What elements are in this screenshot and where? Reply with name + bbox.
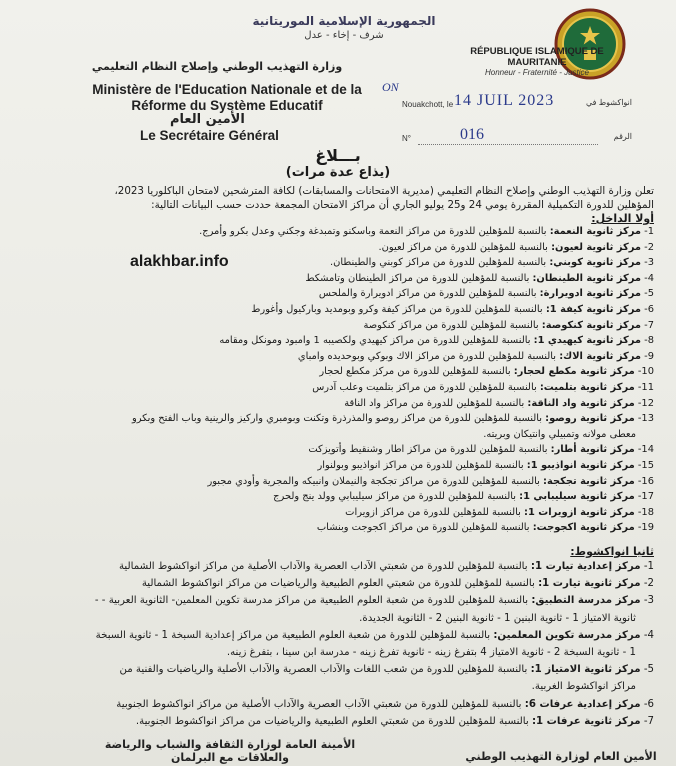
footer-signatory-right [90,738,370,764]
center-name: مركز ثانوية اكجوجت: [532,522,635,534]
number-stamp: 016 [460,126,484,143]
item-number: 11- [637,382,654,393]
center-description: بالنسبة للمؤهلين للدورة من مراكز الطينطان وتامشكط [305,272,533,284]
number-label-fr: N° [402,134,411,143]
center-item [96,630,654,641]
item-number: 7- [643,715,654,727]
center-item [319,288,654,299]
center-item [132,413,654,424]
date-stamp: 14 JUIL 2023 [454,92,555,109]
center-item [319,366,654,377]
item-number: 12- [637,397,654,409]
center-description: بالنسبة للمؤهلين للدورة من مراكز ادويرارة والملحس [318,288,540,300]
center-name: مركز ثانوية ادويرارة: [539,288,641,300]
item-number: 17- [637,491,654,503]
center-item [298,351,654,362]
item-number: 18- [637,506,654,518]
center-description: بالنسبة للمؤهلين للدورة من مراكز كنكوصة [363,319,542,331]
center-name: مركز ثانوية لعيون: [551,241,641,253]
center-name: مركز ثانوية انواذيبو 1: [526,460,635,471]
center-name: مركز ثانوية بتلميت: [539,382,635,393]
center-item [219,335,654,346]
center-name: مركز مدرسة التطبيق: [531,595,641,607]
ministry-name-fr [92,82,362,114]
center-description: بالنسبة للمؤهلين للدورة من مراكز انواذيبو وبولنوار [317,460,527,471]
center-name: مركز مدرسة تكوين المعلمين: [493,629,641,641]
item-number: 4- [644,272,654,284]
footer-line1: الأمينة العامة لوزارة الثقافة والشباب والرياضة [104,738,356,751]
center-description: بالنسبة للمؤهلين للدورة من شعب اللغات والآداب العصرية والآداب الأصلية والرياضيات والفنية من [119,664,531,676]
center-name: مركز ثانوية روصو: [545,413,635,425]
item-number: 19- [637,522,654,534]
secretary-general-fr: Le Secrétaire Général [140,128,279,143]
ministry-fr-line1: Ministère de l'Education Nationale et de la [92,82,362,97]
item-number: 7- [644,319,654,331]
item-number: 6- [644,304,654,315]
center-description: بالنسبة للمؤهلين للدورة من شعبتي الآداب العصرية والآداب الأصلية من مراكز انواكشوط الشمالية [118,561,531,572]
center-description: بالنسبة للمؤهلين للدورة من شعبة العلوم الطبيعية من مراكز مدرسة تكوين المعلمين- الثانوية العربية - - [94,595,532,607]
center-description: بالنسبة للمؤهلين للدورة من مراكز ازويرات [345,506,525,518]
center-name: مركز إعدادية عرفات 6: [524,698,641,710]
item-number: 16- [637,475,654,487]
center-name: مركز ثانوية تيارت 1: [538,578,641,590]
reference-number-row [402,128,632,148]
center-description: بالنسبة للمؤهلين للدورة من مراكز اطار وشنقيط وأتويزكت [308,444,551,456]
item-number: 8- [644,335,654,347]
item-number: 2- [644,241,654,253]
item-number: 3- [643,595,654,607]
ministry-name-ar: وزارة التهذيب الوطني وإصلاح النظام التعليمي [91,60,343,73]
center-name: مركز ثانوية كنكوصة: [541,319,641,331]
secretary-general-ar: الأمين العام [170,112,245,127]
center-description: بالنسبة للمؤهلين للدورة من مراكز لعيون. [378,241,552,253]
center-name: مركز ثانوية كيهيدي 1: [533,335,641,347]
item-number: 15- [637,460,654,471]
center-item [199,226,654,237]
document-subtitle: (يذاع عدة مرات) [285,165,391,180]
center-description: بالنسبة للمؤهلين للدورة من مراكز كوبني والطينطان. [330,257,550,269]
center-description: بالنسبة للمؤهلين للدورة من مركز مكطع لحجار [319,366,514,378]
center-description: بالنسبة للمؤهلين للدورة من مراكز اكجوجت وبنشاب [316,522,533,534]
center-item [251,304,654,315]
center-description: بالنسبة للمؤهلين للدورة من شعبتي العلوم الطبيعية والرياضيات من مراكز انواكشوط الجنوبية. [135,715,532,727]
item-number: 4- [643,629,654,641]
center-item [119,561,654,572]
center-description: بالنسبة للمؤهلين للدورة من مراكز النعمة وباسكنو وتمبدغة وجكني وعدل بكرو وأمرج. [199,226,550,237]
source-watermark: alakhbar.info [130,253,229,270]
center-item [364,320,655,331]
ministry-fr-line2: Réforme du Système Educatif [131,98,323,113]
center-item [330,257,654,268]
center-name: مركز ثانوية كيفة 1: [545,304,641,315]
number-label-ar: الرقم [613,132,632,141]
center-item [207,476,654,487]
center-description: بالنسبة للمؤهلين للدورة من مراكز تجكجة والنيملان وانبيكه والمجرية وأودي مجبور [207,475,544,487]
date-row [402,94,632,114]
center-description: 1 - ثانوية السبخة 2 - ثانوية الامتياز 4 بتفرغ زينه - ثانوية تفرغ زينه - مدرسة ابن سينا ، بتفرغ زينه. [226,647,636,658]
center-description: بالنسبة للمؤهلين للدورة من شعبة العلوم الطبيعية من مراكز إعدادية السبخة 1 - ثانوية السبخة [95,629,494,641]
republic-header-ar [234,14,454,41]
center-item [142,578,654,589]
section-interior-heading: أولا الداخل: [591,212,654,225]
item-number: 3- [644,257,654,269]
center-description: معطى مولانه وتمبيلي وانتيكان وبريته. [483,428,636,440]
republic-header-fr [462,46,612,77]
center-description: ثانوية الامتياز 1 - ثانوية البنين 1 - ثانوية البنين 2 - الثانوية الجديدة. [359,612,636,624]
intro-line-2: المؤهلين للدورة التكميلية المقررة يومي 24 و25 يوليو الجاري أن مراكز الامتحان المجمعة حددت حسب البيانات التالية: [151,199,654,211]
intro-line-1: تعلن وزارة التهذيب الوطني وإصلاح النظام التعليمي (مديرية الامتحانات والمسابقات) لكافة المترشحين لامتحان الباكلوريا 2023، [114,185,654,197]
center-item [305,273,654,284]
center-name: مركز ثانوية الطينطان: [532,272,641,284]
section-nouakchott-heading: ثانيا انواكشوط: [570,545,654,558]
footer-signatory-left: الأمين العام لوزارة التهذيب الوطني [465,750,657,763]
center-description: بالنسبة للمؤهلين للدورة من شعبتي العلوم الطبيعية والرياضيات من مراكز انواكشوط الشمالية [141,578,539,590]
center-item [344,398,654,409]
republic-name-ar: الجمهورية الإسلامية الموريتانية [252,14,436,28]
footer-line2: والعلاقات مع البرلمان [171,751,289,764]
item-number: 14- [637,444,654,456]
center-name: مركز ثانوية تجكجة: [543,475,635,487]
item-number: 13- [637,413,654,425]
center-item [136,716,654,727]
center-item [359,613,636,624]
date-label-fr: Nouakchott, le [402,100,454,109]
republic-name-fr: RÉPUBLIQUE ISLAMIQUE DE MAURITANIE [470,46,604,68]
center-item [116,699,654,710]
item-number: 10- [637,366,654,378]
item-number: 2- [643,578,654,590]
date-label-ar: انواكشوط في [586,98,632,107]
center-description: مراكز انواكشوط الغربية. [531,681,636,693]
center-description: بالنسبة للمؤهلين للدورة من مراكز بتلميت وعلب آدرس [312,382,540,393]
center-description: بالنسبة للمؤهلين للدورة من مراكز سيليبابي وولد ينج ولحرج [273,491,520,503]
center-item [317,460,654,471]
center-description: بالنسبة للمؤهلين للدورة من مراكز كيهيدي ولكصيبه 1 وامبود ومونكل ومقامه [219,335,534,347]
center-name: مركز ثانوية سيليبابي 1: [519,491,635,503]
number-dotted-line [418,144,598,145]
center-description: بالنسبة للمؤهلين للدورة من شعبتي الآداب العصرية والآداب الأصلية من مراكز انواكشوط الجنوبية [116,698,525,710]
center-description: بالنسبة للمؤهلين للدورة من مراكز واد الناقة [344,397,528,409]
center-name: مركز ثانوية كوبني: [549,257,641,269]
center-name: مركز ثانوية الاك: [559,350,641,362]
center-item [378,242,654,253]
center-item [95,595,654,606]
center-item [312,382,654,393]
center-item [317,522,654,533]
center-item [345,507,654,518]
center-name: مركز ثانوية الامتياز 1: [530,664,641,676]
center-name: مركز ثانوية واد الناقة: [527,397,635,409]
item-number: 1- [644,226,654,237]
center-name: مركز ثانوية عرفات 1: [531,715,641,727]
center-name: مركز إعدادية تيارت 1: [530,561,641,572]
center-name: مركز ثانوية النعمة: [549,226,641,237]
center-item [227,647,636,658]
center-name: مركز ثانوية ازويرات 1: [524,506,635,518]
center-name: مركز ثانوية أطار: [550,444,635,456]
center-description: بالنسبة للمؤهلين للدورة من مراكز روصو والمذرذرة وتكنت وبومبري واركيز والرينية وباب الفتح وبكرو [131,413,546,425]
center-item [119,664,654,675]
item-number: 5- [644,288,654,300]
center-item [308,444,654,455]
item-number: 9- [644,350,654,362]
center-item [532,681,636,692]
motto-fr: Honneur - Fraternité - Justice [484,68,590,77]
center-item [483,429,636,440]
center-description: بالنسبة للمؤهلين للدورة من مراكز كيفة وكرو وبومديد وباركيول وأغورط [251,304,546,315]
motto-ar: شرف - إخاء - عدل [304,30,384,41]
item-number: 6- [643,698,654,710]
handwritten-mark: ON [382,80,399,94]
center-item [273,491,654,502]
item-number: 5- [643,664,654,676]
center-description: بالنسبة للمؤهلين للدورة من مراكز الاك وبوكي وبوحديده وامباي [297,350,560,362]
document-title: بـــلاغ [315,146,361,165]
item-number: 1- [643,561,654,572]
center-name: مركز ثانوية مكطع لحجار: [513,366,635,378]
